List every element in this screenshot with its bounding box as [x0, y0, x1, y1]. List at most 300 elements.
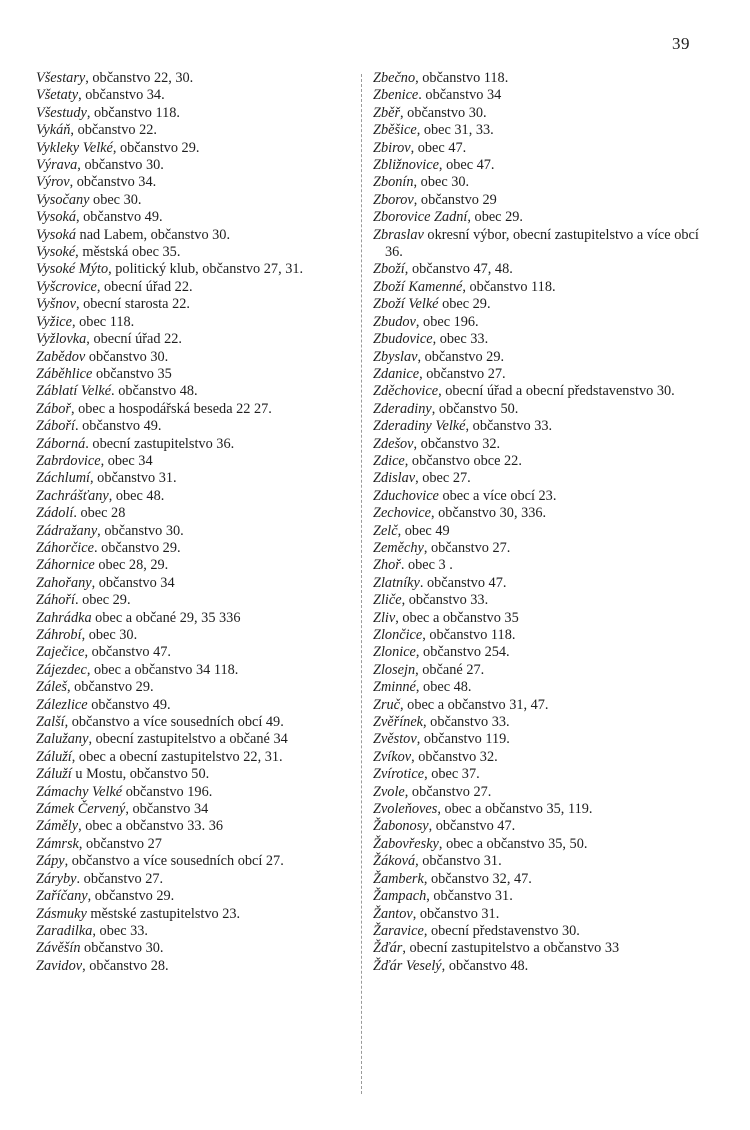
index-entry: [36, 523, 352, 540]
entry-detail: , městská obec 35.: [75, 244, 181, 261]
place-name: Zásmuky: [36, 905, 87, 922]
index-entry: [36, 453, 352, 470]
index-entry: [36, 192, 352, 209]
index-entry: [36, 140, 352, 157]
index-entry: [373, 157, 715, 174]
entry-detail: , občanstvo 33.: [401, 592, 489, 609]
entry-detail: , obec 196.: [415, 313, 479, 330]
place-name: Zlatníky: [373, 574, 420, 591]
entry-detail: , občanstvo a více sousedních obcí 27.: [64, 853, 284, 870]
entry-detail: , obec a občanstvo 34 118.: [86, 661, 239, 678]
place-name: Záměly: [36, 818, 79, 835]
index-entry: [36, 70, 352, 87]
index-entry: [36, 714, 352, 731]
place-name: Zbudovice: [373, 331, 433, 348]
place-name: Zaříčany: [36, 888, 88, 905]
index-entry: [373, 331, 715, 348]
index-entry: [373, 140, 715, 157]
index-entry: [373, 749, 715, 766]
index-entry: [373, 453, 715, 470]
index-entry: [36, 644, 352, 661]
entry-detail: , obecní zastupitelstvo a občané 34: [88, 731, 288, 748]
index-entry: [373, 731, 715, 748]
index-entry: [373, 523, 715, 540]
index-entry: [373, 279, 715, 296]
index-entry: [373, 610, 715, 627]
index-entry: [36, 888, 352, 905]
page-number: 39: [672, 34, 690, 53]
entry-detail: , obecní úřad 22.: [86, 331, 182, 348]
place-name: Zminné: [373, 679, 416, 696]
entry-detail: , občanstvo 33.: [423, 714, 510, 731]
entry-detail: . obec 3 .: [400, 557, 453, 574]
right-column: [373, 70, 715, 975]
entry-detail: . občanstvo 27.: [76, 870, 164, 887]
index-entry: [36, 174, 352, 191]
place-name: Zbenice: [373, 87, 419, 104]
entry-detail: nad Labem, občanstvo 30.: [75, 226, 231, 243]
entry-detail: , občanstvo 28.: [82, 957, 169, 974]
place-name: Žampach: [373, 888, 427, 905]
index-entry: [36, 801, 352, 818]
index-entry: [36, 505, 352, 522]
index-entry: [373, 122, 715, 139]
entry-detail: obec a více obcí 23.: [438, 487, 557, 504]
entry-detail: , obec 33.: [92, 922, 148, 939]
entry-detail: , obec a občanstvo 31, 47.: [400, 696, 549, 713]
place-name: Vysoká: [36, 209, 76, 226]
place-name: Žabovřesky: [373, 835, 439, 852]
index-entry: [373, 940, 715, 957]
entry-detail: , obec 33.: [432, 331, 489, 348]
place-name: Žďár: [373, 940, 403, 957]
entry-detail: , občanstvo 31.: [426, 888, 513, 905]
index-entry: [36, 697, 352, 714]
place-name: Vysočany: [36, 191, 90, 208]
entry-detail: , občanstvo 27.: [404, 783, 492, 800]
entry-detail: obec a občané 29, 35 336: [91, 609, 241, 626]
place-name: Zádražany: [36, 522, 98, 539]
entry-detail: , politický klub, občanstvo 27, 31.: [108, 261, 304, 278]
index-entry: [373, 592, 715, 609]
place-name: Záhorčice: [36, 539, 94, 556]
place-name: Zderadiny: [373, 400, 432, 417]
entry-detail: , občanstvo 47.: [84, 644, 172, 661]
index-entry: [373, 436, 715, 453]
index-entry: [36, 331, 352, 348]
index-entry: [36, 314, 352, 331]
place-name: Záryby: [36, 870, 77, 887]
index-entry: [373, 679, 715, 696]
entry-detail: , občanstvo 31.: [415, 853, 502, 870]
place-name: Záboř: [36, 400, 71, 417]
entry-detail: , občanstvo 27.: [423, 539, 511, 556]
index-entry: [36, 87, 352, 104]
entry-detail: , obec 31, 33.: [416, 122, 494, 139]
entry-detail: , obecní úřad 22.: [96, 278, 193, 295]
index-entry: [36, 488, 352, 505]
entry-detail: . občanstvo 47.: [419, 574, 507, 591]
entry-detail: , občanstvo 119.: [416, 731, 510, 748]
entry-detail: , občanstvo 34: [125, 801, 209, 818]
entry-detail: , občanstvo 47, 48.: [404, 261, 513, 278]
index-entry: [36, 401, 352, 418]
entry-detail: , občanstvo 30.: [97, 522, 184, 539]
place-name: Zápy: [36, 853, 65, 870]
index-entry: [36, 871, 352, 888]
place-name: Vyžlovka: [36, 331, 87, 348]
place-name: Záhrobí: [36, 627, 82, 643]
place-name: Záhoří: [36, 592, 75, 609]
index-entry: [373, 192, 715, 209]
place-name: Zbečno: [373, 70, 416, 86]
place-name: Zalužany: [36, 731, 89, 748]
entry-detail: občanstvo 35: [92, 365, 172, 382]
index-entry: [36, 906, 352, 923]
place-name: Vyšcrovice: [36, 278, 97, 295]
place-name: Zboží Velké: [373, 296, 439, 313]
place-name: Všestudy: [36, 104, 87, 121]
place-name: Zachrášťany: [36, 487, 109, 504]
entry-detail: , obec a občanstvo 35, 50.: [438, 835, 588, 852]
entry-detail: , občanstvo 32.: [411, 748, 498, 765]
place-name: Vykáň: [36, 122, 71, 139]
index-entry: [373, 627, 715, 644]
entry-detail: , obec 30.: [413, 174, 470, 191]
place-name: Záleš: [36, 679, 67, 696]
index-entry: [373, 227, 715, 262]
place-name: Zbudov: [373, 313, 416, 330]
index-entry: [36, 784, 352, 801]
place-name: Zabrdovice: [36, 452, 101, 469]
place-name: Zvíkov: [373, 748, 412, 765]
entry-detail: občanstvo 49.: [87, 696, 171, 713]
place-name: Záchlumí: [36, 470, 91, 487]
entry-detail: obec 28, 29.: [94, 557, 169, 574]
entry-detail: občanstvo 30.: [80, 940, 164, 957]
place-name: Žáková: [373, 853, 416, 870]
place-name: Zádolí: [36, 505, 74, 522]
place-name: Zlonice: [373, 644, 416, 661]
index-entry: [373, 766, 715, 783]
entry-detail: , občané 27.: [415, 661, 485, 678]
entry-detail: . obec 29.: [74, 592, 131, 609]
entry-detail: , občanstvo 31.: [412, 905, 500, 922]
entry-detail: , občanstvo 30.: [77, 157, 164, 174]
place-name: Zámachy Velké: [36, 783, 123, 800]
entry-detail: , občanstvo 254.: [415, 644, 510, 661]
place-name: Vyšnov: [36, 296, 76, 313]
index-entry: [373, 662, 715, 679]
entry-detail: občanstvo 196.: [122, 783, 213, 800]
place-name: Zvěstov: [373, 731, 417, 748]
entry-detail: , obec a občanstvo 35, 119.: [437, 801, 593, 818]
entry-detail: , obec a občanstvo 35: [395, 609, 519, 626]
index-entry: [36, 383, 352, 400]
place-name: Zbyslav: [373, 348, 418, 365]
entry-detail: , obecní úřad a obecní představenstvo 30.: [438, 383, 675, 400]
index-entry: [36, 731, 352, 748]
index-entry: [373, 853, 715, 870]
index-entry: [36, 279, 352, 296]
entry-detail: okresní výbor, obecní zastupitelstvo a více obcí 36.: [385, 226, 699, 261]
entry-detail: městské zastupitelstvo 23.: [86, 905, 241, 922]
place-name: Zdešov: [373, 435, 414, 452]
entry-detail: . občanstvo 48.: [111, 383, 198, 400]
entry-detail: , obec 34: [100, 452, 153, 469]
entry-detail: , občanstvo 50.: [431, 400, 519, 417]
place-name: Zabědov: [36, 348, 86, 365]
place-name: Zalší: [36, 714, 65, 731]
index-entry: [373, 575, 715, 592]
index-entry: [373, 401, 715, 418]
index-entry: [373, 784, 715, 801]
index-entry: [36, 157, 352, 174]
index-entry: [373, 557, 715, 574]
index-entry: [373, 174, 715, 191]
place-name: Zboží: [373, 261, 405, 278]
entry-detail: , obec 48.: [415, 679, 472, 696]
place-name: Zelč: [373, 522, 398, 539]
index-entry: [36, 749, 352, 766]
index-entry: [373, 296, 715, 313]
index-entry: [373, 366, 715, 383]
place-name: Zámek Červený: [36, 801, 126, 818]
column-divider: [361, 74, 362, 1094]
place-name: Zběšice: [373, 122, 417, 139]
place-name: Záhornice: [36, 557, 95, 574]
place-name: Žamberk: [373, 870, 424, 887]
index-entry: [373, 836, 715, 853]
index-entry: [36, 418, 352, 435]
index-entry: [373, 261, 715, 278]
index-entry: [373, 871, 715, 888]
index-entry: [373, 418, 715, 435]
entry-detail: , obec 37.: [424, 766, 480, 783]
index-entry: [36, 627, 352, 644]
place-name: Záborná: [36, 435, 86, 452]
entry-detail: , obec 29.: [467, 209, 523, 226]
index-entry: [36, 923, 352, 940]
index-entry: [36, 557, 352, 574]
index-entry: [36, 610, 352, 627]
index-entry: [373, 470, 715, 487]
entry-detail: , občanstvo 118.: [86, 104, 181, 121]
entry-detail: , obecní zastupitelstvo a občanstvo 33: [402, 940, 620, 957]
entry-detail: obec 29.: [438, 296, 491, 313]
index-entry: [36, 853, 352, 870]
entry-detail: , obec a obecní zastupitelstvo 22, 31.: [71, 748, 283, 765]
index-entry: [36, 366, 352, 383]
place-name: Záboří: [36, 418, 75, 435]
index-entry: [36, 766, 352, 783]
entry-detail: , občanstvo 29.: [112, 139, 200, 156]
place-name: Všestary: [36, 70, 86, 86]
index-entry: [373, 105, 715, 122]
entry-detail: , občanstvo a více sousedních obcí 49.: [64, 714, 284, 731]
place-name: Zliče: [373, 592, 402, 609]
index-entry: [36, 244, 352, 261]
place-name: Zahořany: [36, 574, 92, 591]
place-name: Záblatí Velké: [36, 383, 112, 400]
index-entry: [36, 836, 352, 853]
index-entry: [36, 662, 352, 679]
entry-detail: , občanstvo 34: [91, 574, 175, 591]
index-entry: [373, 697, 715, 714]
place-name: Zavidov: [36, 957, 83, 974]
place-name: Zboží Kamenné: [373, 278, 463, 295]
index-entry: [36, 540, 352, 557]
entry-detail: , občanstvo 29.: [66, 679, 154, 696]
place-name: Vysoké Mýto: [36, 261, 109, 278]
place-name: Všetaty: [36, 87, 79, 104]
entry-detail: . občanstvo 49.: [74, 418, 162, 435]
entry-detail: , občanstvo 48.: [441, 957, 529, 974]
place-name: Zduchovice: [373, 487, 439, 504]
index-entry: [36, 575, 352, 592]
place-name: Žaravice: [373, 922, 424, 939]
entry-detail: , občanstvo 29: [413, 191, 497, 208]
entry-detail: , obecní starosta 22.: [75, 296, 190, 313]
place-name: Zborov: [373, 191, 414, 208]
place-name: Zájezdec: [36, 661, 87, 678]
entry-detail: , obec 27.: [415, 470, 471, 487]
place-name: Zbonín: [373, 174, 414, 191]
index-entry: [373, 923, 715, 940]
entry-detail: , občanstvo 47.: [428, 818, 516, 835]
index-entry: [373, 540, 715, 557]
place-name: Žďár Veselý: [373, 957, 442, 974]
entry-detail: , občanstvo 27.: [419, 365, 506, 382]
entry-detail: , obec a hospodářská beseda 22 27.: [70, 400, 272, 417]
place-name: Zvírotice: [373, 766, 425, 783]
entry-detail: , obec 47.: [438, 157, 495, 174]
entry-detail: , občanstvo 32, 47.: [423, 870, 532, 887]
index-entry: [36, 436, 352, 453]
entry-detail: , občanstvo 22.: [70, 122, 157, 139]
place-name: Zaradilka: [36, 922, 93, 939]
index-entry: [36, 209, 352, 226]
index-entry: [36, 940, 352, 957]
entry-detail: , občanstvo 29.: [87, 888, 175, 905]
place-name: Záluží: [36, 766, 72, 783]
entry-detail: obec 30.: [89, 191, 142, 208]
place-name: Zliv: [373, 609, 396, 626]
left-column: [36, 70, 352, 975]
place-name: Zlončice: [373, 627, 423, 643]
entry-detail: , obec a občanstvo 33. 36: [78, 818, 224, 835]
entry-detail: , obec 47.: [410, 139, 467, 156]
entry-detail: , občanstvo 30.: [400, 104, 487, 121]
place-name: Zběř: [373, 104, 401, 121]
place-name: Žantov: [373, 905, 413, 922]
index-entry: [36, 470, 352, 487]
entry-detail: , obec 48.: [108, 487, 165, 504]
place-name: Zdice: [373, 452, 405, 469]
entry-detail: , občanstvo 30, 336.: [430, 505, 547, 522]
index-entry: [373, 714, 715, 731]
place-name: Záluží: [36, 748, 72, 765]
place-name: Zbližnovice: [373, 157, 439, 174]
index-entry: [373, 70, 715, 87]
index-entry: [373, 801, 715, 818]
entry-detail: , občanstvo 32.: [413, 435, 501, 452]
place-name: Zhoř: [373, 557, 401, 574]
place-name: Zborovice Zadní: [373, 209, 468, 226]
place-name: Zvole: [373, 783, 405, 800]
index-entry: [36, 958, 352, 975]
index-entry: [36, 296, 352, 313]
index-entry: [373, 888, 715, 905]
entry-detail: , obec 30.: [81, 627, 138, 643]
index-entry: [373, 349, 715, 366]
index-entry: [36, 592, 352, 609]
index-entry: [36, 261, 352, 278]
place-name: Zahrádka: [36, 609, 92, 626]
index-entry: [373, 818, 715, 835]
place-name: Vysoké: [36, 244, 76, 261]
entry-detail: , občanstvo 34.: [78, 87, 165, 104]
entry-detail: , občanstvo 49.: [75, 209, 163, 226]
place-name: Zechovice: [373, 505, 431, 522]
entry-detail: , občanstvo 34.: [69, 174, 157, 191]
index-entry: [373, 314, 715, 331]
entry-detail: , občanstvo 33.: [465, 418, 553, 435]
entry-detail: , občanstvo 27: [78, 835, 162, 852]
place-name: Zbirov: [373, 139, 411, 156]
place-name: Výrava: [36, 157, 78, 174]
entry-detail: , občanstvo 22, 30.: [85, 70, 194, 86]
place-name: Výrov: [36, 174, 70, 191]
index-entry: [36, 679, 352, 696]
place-name: Zderadiny Velké: [373, 418, 466, 435]
entry-detail: . občanstvo 34: [418, 87, 502, 104]
index-entry: [373, 87, 715, 104]
index-entry: [373, 505, 715, 522]
index-entry: [373, 958, 715, 975]
place-name: Zdislav: [373, 470, 416, 487]
entry-detail: , občanstvo 118.: [462, 278, 556, 295]
place-name: Zděchovice: [373, 383, 439, 400]
entry-detail: . občanstvo 29.: [93, 539, 181, 556]
place-name: Zámrsk: [36, 835, 79, 852]
place-name: Zbraslav: [373, 226, 424, 243]
index-entry: [373, 644, 715, 661]
entry-detail: . obecní zastupitelstvo 36.: [85, 435, 235, 452]
entry-detail: , obec 118.: [72, 313, 135, 330]
place-name: Zvěřínek: [373, 714, 424, 731]
place-name: Zlosejn: [373, 661, 416, 678]
entry-detail: u Mostu, občanstvo 50.: [71, 766, 210, 783]
entry-detail: , občanstvo 118.: [422, 627, 516, 643]
place-name: Zdanice: [373, 365, 420, 382]
place-name: Zvoleňoves: [373, 801, 438, 818]
index-entry: [373, 488, 715, 505]
entry-detail: občanstvo 30.: [85, 348, 169, 365]
place-name: Vysoká: [36, 226, 76, 243]
index-entry: [36, 122, 352, 139]
index-entry: [36, 818, 352, 835]
place-name: Závěšín: [36, 940, 81, 957]
entry-detail: , obec 49: [397, 522, 450, 539]
index-entry: [373, 906, 715, 923]
place-name: Vyžice: [36, 313, 72, 330]
index-entry: [36, 349, 352, 366]
place-name: Zaječice: [36, 644, 85, 661]
place-name: Žabonosy: [373, 818, 429, 835]
entry-detail: , občanstvo 118.: [415, 70, 509, 86]
place-name: Zeměchy: [373, 539, 424, 556]
